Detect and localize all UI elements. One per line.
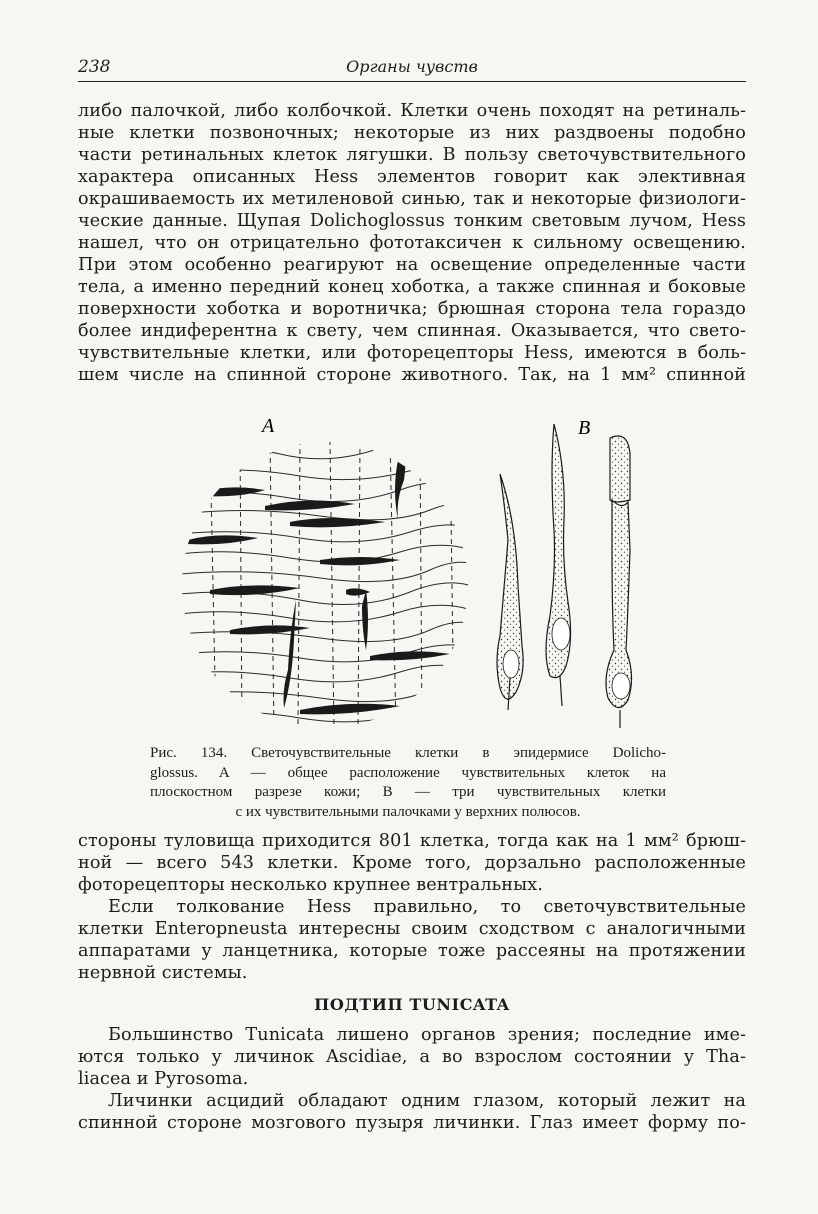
text-line: аппаратами у ланцетника, которые тоже рассеяны на протяжении: [78, 941, 746, 961]
text-line: характера описанных Hess элементов говорит как элективная: [78, 167, 746, 187]
text-line: При этом особенно реагируют на освещение определенные части: [78, 255, 746, 275]
text-line: клетки Enteropneusta интересны своим сходством с аналогичными: [78, 919, 746, 939]
text-line: ной — всего 543 клетки. Кроме того, дорзально расположенные: [78, 853, 746, 873]
text-line: нашел, что он отрицательно фототаксичен к сильному освещению.: [78, 233, 746, 253]
text-line: ные клетки позвоночных; некоторые из них раздвоены подобно: [78, 123, 746, 143]
text-line: окрашиваемость их метиленовой синью, так и некоторые физиологи-: [78, 189, 746, 209]
paragraph-middle: [78, 830, 746, 984]
paragraph-top: [78, 100, 746, 386]
caption-line: Рис. 134. Светочувствительные клетки в эпидермисе Dolicho-: [150, 745, 666, 761]
text-line: спинной стороне мозгового пузыря личинки. Глаз имеет форму по-: [78, 1113, 746, 1133]
figure-label-a: A: [262, 415, 275, 437]
text-line: Большинство Tunicata лишено органов зрения; последние име-: [108, 1025, 746, 1045]
text-line: ются только у личинок Ascidiae, а во взрослом состоянии у Tha-: [78, 1047, 746, 1067]
caption-line: с их чувствительными палочками у верхних полюсов.: [235, 803, 581, 820]
figure-label-b: B: [578, 417, 591, 439]
text-line: liacea и Pyrosoma.: [78, 1069, 249, 1089]
page-header: [78, 55, 746, 82]
panel-a-tissue-section: [180, 430, 490, 730]
caption-line: glossus. A — общее расположение чувствительных клеток на: [150, 764, 666, 781]
panel-b-cell-1: [497, 474, 523, 710]
text-line: фоторецепторы несколько крупнее вентральных.: [78, 875, 543, 895]
panel-b-cell-2: [546, 424, 571, 706]
caption-line: плоскостном разрезе кожи; B — три чувствительных клетки: [150, 784, 666, 800]
text-line: либо палочкой, либо колбочкой. Клетки очень походят на ретиналь-: [78, 101, 746, 121]
figure-caption: [150, 744, 666, 822]
page-number: 238: [78, 57, 111, 77]
text-line: ческие данные. Щупая Dolichoglossus тонким световым лучом, Hess: [78, 211, 746, 231]
text-line: чувствительные клетки, или фоторецепторы Hess, имеются в боль-: [78, 343, 746, 363]
text-line: тела, а именно передний конец хоботка, а также спинная и боковые: [78, 277, 746, 297]
text-line: более индиферентна к свету, чем спинная. Оказывается, что свето-: [78, 321, 746, 341]
panel-b-cell-3: [606, 436, 632, 728]
paragraph-bottom: [78, 1024, 746, 1134]
text-line: Личинки асцидий обладают одним глазом, который лежит на: [108, 1091, 746, 1111]
figure-134: [170, 410, 660, 740]
text-line: Если толкование Hess правильно, то светочувствительные: [108, 897, 746, 917]
text-line: поверхности хоботка и воротничка; брюшная сторона тела гораздо: [78, 299, 746, 319]
text-line: части ретинальных клеток лягушки. В пользу светочувствительного: [78, 145, 746, 165]
text-line: стороны туловища приходится 801 клетка, тогда как на 1 мм² брюш-: [78, 831, 746, 851]
running-title: Органы чувств: [346, 57, 478, 76]
text-line: нервной системы.: [78, 963, 248, 983]
section-heading: ПОДТИП TUNICATA: [314, 995, 510, 1014]
text-line: шем числе на спинной стороне животного. Так, на 1 мм² спинной: [78, 365, 746, 385]
